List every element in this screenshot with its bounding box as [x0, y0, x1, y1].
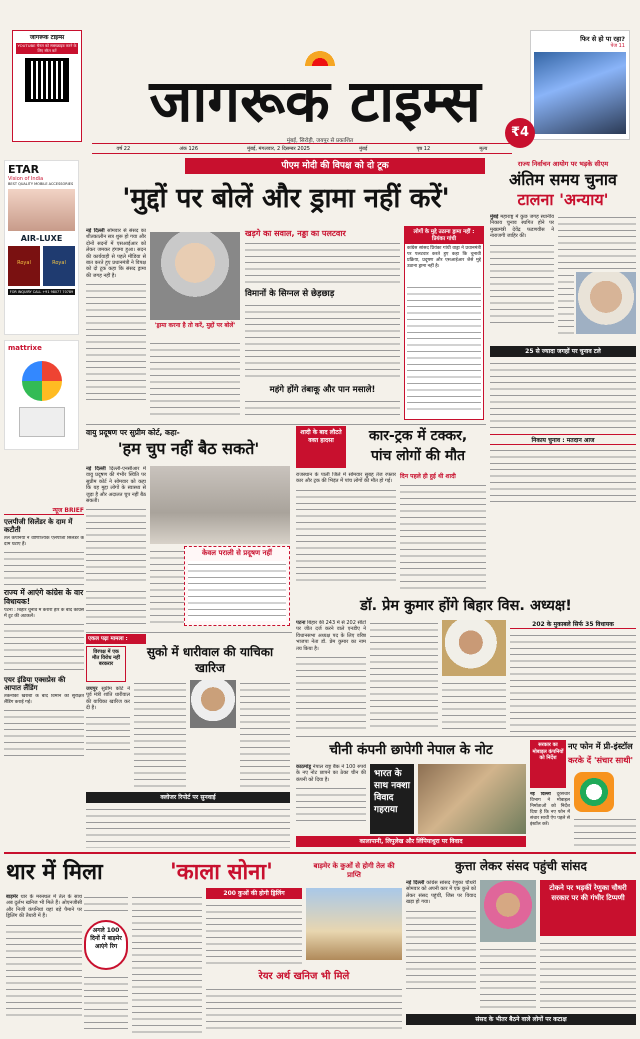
dhariwal-lines-1 — [86, 714, 130, 754]
fadnavis-photo — [576, 272, 636, 334]
price-badge — [505, 118, 535, 148]
pollution-lines-3 — [86, 588, 146, 626]
nepal-lines-1 — [296, 785, 366, 823]
info-issue: अंक 126 — [179, 145, 199, 152]
right-top-box-head: 25 से ज्यादा जगहों पर चुनाव टले — [490, 346, 636, 357]
prem-kumar-photo — [442, 620, 506, 676]
masthead-subtitle: मुंबई, सिरोही, जयपुर से प्रकाशित — [286, 138, 354, 144]
product-box-2: Royal — [43, 246, 75, 286]
lead-col2-lines — [150, 340, 240, 418]
router-icon — [19, 407, 65, 437]
dhariwal-box: क्लोजर रिपोर्ट पर सुनवाई — [86, 792, 290, 803]
accident-headline-1: कार-ट्रक में टक्कर, — [368, 428, 468, 444]
divider-4 — [4, 852, 636, 854]
accident-lines-1 — [296, 487, 396, 583]
speaker-dateline: पटना — [296, 620, 306, 626]
speaker-body: बिहार की 243 में से 202 सीटों पर जीत दर्ज करने वाले एनडीए ने विधानसभा अध्यक्ष पद के लिए वरिष्ठ भाजपा नेता डॉ. प्रेम कुमार का नाम तय किया है। — [296, 620, 366, 652]
lead-sub3: महंगे होंगे तंबाकू और पान मसाले! — [269, 385, 376, 395]
lead-kicker-text: पीएम मोदी की विपक्ष को दो टूक — [281, 161, 389, 171]
dog-box: टोकने पर भड़कीं रेणुका चौधरी सरकार पर की गंभीर टिप्पणी — [540, 880, 636, 936]
right-top-box-lines — [490, 360, 636, 432]
lead-dateline: नई दिल्ली — [86, 228, 105, 234]
sanchar-lines — [574, 816, 636, 850]
lead-sub2-lines — [245, 302, 400, 378]
nepal-map-photo — [418, 764, 526, 834]
dog-headline: कुत्ता लेकर संसद पहुंची सांसद — [455, 859, 587, 873]
gold-lines-5 — [206, 902, 302, 968]
dhariwal-headline: सुको में धारीवाल की याचिका खारिज — [146, 645, 274, 675]
lead-kicker — [185, 158, 485, 174]
priyanka-lines — [407, 284, 481, 412]
top-right-promo[interactable] — [530, 30, 630, 140]
pollution-col1 — [86, 466, 146, 586]
brief-column — [4, 506, 84, 876]
brief-2-head: राज्य में आएंगे कांग्रेस के वार विधायक! — [4, 588, 84, 606]
dog-lines-1 — [406, 908, 476, 994]
pollution-headline: 'हम चुप नहीं बैठ सकते' — [117, 439, 260, 458]
sanchar-dateline: नई दिल्ली — [530, 792, 551, 797]
cricket-photo — [534, 52, 626, 134]
pollution-kicker: वायु प्रदूषण पर सुप्रीम कोर्ट, कहा- — [86, 428, 180, 437]
gold-sub2: रेयर अर्थ खनिज भी मिले — [258, 971, 350, 982]
brief-1-head: एलपीजी सिलेंडर के दाम में कटौती — [4, 518, 73, 534]
sanchar-body: दूरसंचार विभाग ने मोबाइल निर्माताओं को निर्देश दिया है कि नए फोन में संचार साथी ऐप पहले से इंस्टॉल करें। — [530, 792, 570, 827]
right-top-lines-2 — [558, 214, 636, 270]
gold-dateline: बाड़मेर — [6, 894, 18, 900]
top-right-link[interactable]: पेज 11 — [610, 43, 625, 49]
etar-tagline: Vision of India — [8, 176, 44, 182]
dhariwal-note: विरपक्ष में एक मौत विरोध नहीं बरकरार — [86, 646, 126, 682]
sanchar-note: सरकार का मोबाइल कंपनियों को निर्देश — [530, 740, 566, 788]
right-top-strip: निकाय चुनाव : मतदान आज — [490, 434, 636, 445]
app-qr-box — [12, 30, 82, 142]
dhariwal-dateline: जयपुर — [86, 686, 98, 692]
modi-photo — [150, 232, 240, 320]
dog-lines-3 — [540, 940, 636, 1010]
stubble-lines — [188, 561, 286, 621]
brief-2-lines — [4, 621, 84, 673]
brief-3-head: एयर इंडिया एक्सप्रेस की आपात लैंडिंग — [4, 676, 66, 692]
product-name: AIR-LUXE — [20, 234, 63, 243]
sanchar-headline-1: नए फोन में प्री-इंस्टॉल — [568, 741, 633, 751]
dhariwal-lines-2 — [134, 680, 186, 790]
info-pages: पृष्ठ 12 — [416, 145, 431, 152]
gold-body: थार के मरुस्थल में तेल के साथ अब दुर्लभ खनिज भी मिले हैं। ओएनजीसी और निजी कंपनियां यहां बड़े पैमाने पर ड्रिलिंग की तैयारी में हैं। — [6, 894, 82, 920]
speaker-headline: डॉ. प्रेम कुमार होंगे बिहार विस. अध्यक्ष! — [360, 598, 572, 614]
info-city: मुंबई — [359, 145, 368, 152]
dhariwal-lines-3 — [240, 680, 290, 790]
brief-3-lines — [4, 707, 84, 757]
right-top-lines-1 — [490, 242, 554, 328]
pollution-body: दिल्ली-एनसीआर में वायु प्रदूषण की गंभीर स्थिति पर सुप्रीम कोर्ट ने सोमवार को कहा कि यह मुद्दा लोगों के स्वास्थ्य से जुड़ा है और अदालत चुप नहीं बैठ सकती। — [86, 466, 146, 505]
dog-lines-2 — [480, 946, 536, 1010]
priyanka-box — [404, 226, 484, 420]
pollution-dateline: नई दिल्ली — [86, 466, 106, 472]
dog-dateline: नई दिल्ली — [406, 880, 425, 886]
top-right-title: फिर से हो पा रहा? — [580, 35, 625, 43]
speaker-icon — [22, 361, 62, 401]
masthead-title: जागरूक टाइम्स — [149, 67, 481, 135]
speaker-col1 — [296, 620, 366, 732]
nepal-lines-2 — [296, 849, 526, 851]
lead-sub1-lines — [245, 240, 400, 284]
dhariwal-tag: एकल पढ़ा मामला : — [86, 634, 146, 644]
gold-headline-a: थार में मिला — [6, 860, 103, 885]
supreme-court-photo — [150, 466, 290, 544]
app-label: जागरूक टाइम्स — [29, 34, 65, 41]
nepal-body: नेपाल राष्ट्र बैंक ने 100 रुपये के नए नोट छापने का ठेका चीन की कंपनी को दिया है। — [296, 764, 366, 783]
gold-lines-4 — [132, 894, 202, 1034]
gold-badge: अगले 100 दिनों में बाड़मेर आएंगे रिग — [84, 920, 128, 970]
etar-subtag: BEST QUALITY MOBILE ACCESSORIES — [8, 182, 74, 186]
model-photo — [8, 189, 75, 231]
accident-sub: दिन पहले ही हुई थी शादी — [400, 473, 456, 480]
gold-col1 — [6, 894, 82, 1034]
lead-sub2: विमानों के सिग्नल से छेड़छाड़ — [245, 289, 335, 299]
modi-quote: 'ड्रामा करना है तो करें, मुद्दों पर बोलें' — [154, 322, 236, 329]
nepal-col1 — [296, 764, 366, 834]
right-top-dateline: मुंबई — [490, 214, 499, 220]
divider-1 — [86, 424, 486, 425]
dog-body: कांग्रेस सांसद रेणुका चौधरी सोमवार को अपनी कार में एक कुत्ते को लेकर संसद पहुंचीं, जिस पर विवाद खड़ा हो गया। — [406, 880, 476, 906]
dhariwal-col1 — [86, 686, 130, 774]
nepal-caption: कालापानी, लिपुलेख और लिंपियाधुरा पर विवाद — [296, 836, 526, 847]
priyanka-head: लोगों के मुद्दे उठाना ड्रामा नहीं : प्रियंका गांधी — [405, 227, 483, 244]
lead-body: सोमवार से संसद का शीतकालीन सत्र शुरू हो गया और दोनों सदनों में एसआईआर को लेकर जमकर हंगामा हुआ। सदन की कार्यवाही से पहले मीडिया से बात करते हुए प्रधानमंत्री ने विपक्ष को दो टूक कहा कि संसद ड्रामा की जगह नहीं है। — [86, 228, 146, 279]
speaker-side-head: 202 के मुकाबले सिर्फ 35 विधायक — [510, 620, 636, 629]
gold-sub1: बाड़मेर के कुओं से होगी तेल की प्राप्ति — [313, 862, 395, 879]
stubble-box — [184, 546, 290, 626]
right-top-body-col — [490, 214, 554, 344]
speaker-lines-4 — [510, 632, 636, 732]
info-date: मुंबई, मंगलवार, 2 दिसम्बर 2025 — [247, 145, 310, 152]
brief-2-body: पटना : बिहार चुनाव में करारी हार के बाद कांग्रेस में टूट की अटकलें। — [4, 608, 84, 619]
brief-1-body: तेल कंपनियों ने वाणिज्यिक एलपीजी सिलेंडर के दाम घटाए हैं। — [4, 536, 84, 547]
dhariwal-body: सुप्रीम कोर्ट ने पूर्व मंत्री शांति धारीवाल की याचिका खारिज कर दी है। — [86, 686, 130, 712]
lead-sub3-lines — [245, 398, 400, 420]
lead-sub1: खड़गे का सवाल, नड्डा का पलटवार — [245, 229, 346, 238]
lead-body-col1 — [86, 228, 146, 420]
info-bar — [92, 143, 512, 154]
gold-lines-6 — [206, 986, 402, 1034]
lead-col1-lines — [86, 281, 146, 401]
price-value: ₹4 — [510, 125, 530, 140]
gold-lines-2 — [84, 894, 128, 916]
brief-3-body: तकनीकी खराबी के बाद विमान की सुरक्षित लैंडिंग कराई गई। — [4, 694, 84, 705]
etar-ad[interactable] — [4, 160, 79, 335]
info-year: वर्ष 22 — [116, 145, 131, 152]
right-top-headline-1: अंतिम समय चुनाव — [509, 170, 617, 189]
brief-tag: न्यूज BRIEF — [4, 506, 84, 515]
brief-1-lines — [4, 549, 84, 585]
right-top-body: महाराष्ट्र में कुछ जगह स्थानीय निकाय चुनाव स्थगित होने पर मुख्यमंत्री देवेंद्र फडणवीस ने नाराजगी जाहिर की। — [490, 214, 554, 240]
dhariwal-lines-4 — [86, 806, 290, 848]
product-box-1: Royal — [8, 246, 40, 286]
right-top-kicker: राज्य निर्वाचन आयोग पर भड़के सीएम — [517, 160, 609, 168]
right-top-headline-2: टालना 'अन्याय' — [517, 190, 609, 209]
gold-lines-1 — [6, 922, 82, 1018]
accident-flag: शादी के बाद लौटते वक्त हादसा — [296, 426, 346, 468]
nepal-inset: भारत के साथ नक्शा विवाद गहराया — [370, 764, 414, 834]
nepal-dateline: काठमांडू — [296, 764, 312, 770]
pollution-lines-1 — [86, 506, 146, 582]
qr-code-icon[interactable] — [25, 58, 69, 102]
renuka-photo — [480, 880, 536, 942]
dog-col1 — [406, 880, 476, 1010]
accident-col — [296, 472, 396, 592]
stubble-head: केवल पराली से प्रदूषण नहीं — [202, 549, 272, 557]
nepal-headline: चीनी कंपनी छापेगी नेपाल के नोट — [329, 742, 493, 758]
masthead-logo-icon — [305, 36, 335, 66]
sanchar-headline-2: करके दें 'संचार साथी' — [568, 755, 634, 765]
divider-2 — [86, 632, 292, 633]
oil-rig-photo — [306, 888, 402, 960]
right-top-lines-3 — [558, 272, 574, 334]
dhariwal-photo — [190, 680, 236, 728]
mattrixe-ad[interactable] — [4, 340, 79, 450]
priyanka-body: कांग्रेस सांसद प्रियंका गांधी वाड्रा ने प्रधानमंत्री पर पलटवार करते हुए कहा कि चुनावी प्रक्रिया, प्रदूषण और एसआईआर जैसे मुद्दे उठाना ड्रामा नहीं है। — [407, 246, 481, 269]
speaker-lines-1 — [296, 654, 366, 732]
speaker-lines-3 — [442, 680, 506, 732]
mattrixe-brand: mattrixe — [8, 344, 42, 352]
app-note: YOUTUBE चैनल को सब्सक्राइब करने के लिए स्कैन करें — [17, 43, 77, 53]
speaker-lines-2 — [370, 620, 438, 732]
accident-lines-2 — [400, 482, 486, 592]
right-top-strip-lines — [490, 447, 636, 507]
dog-strip: संसद के भीतर बैठने वाले लोगों पर कटाक्ष — [406, 1014, 636, 1025]
info-price-label: मूल्य — [479, 145, 488, 152]
etar-contact: FOR INQUIRY CALL +91 98077 70789 — [9, 290, 74, 294]
sanchar-app-icon — [574, 772, 614, 812]
sanchar-col — [530, 792, 570, 848]
divider-3 — [296, 736, 636, 737]
etar-brand: ETAR — [8, 163, 40, 176]
gold-headline-b: 'काला सोना' — [170, 860, 273, 885]
lead-headline: 'मुद्दों पर बोलें और ड्रामा नहीं करें' — [122, 183, 450, 214]
accident-headline-2: पांच लोगों की मौत — [370, 448, 466, 464]
gold-lines-3 — [84, 974, 128, 1034]
accident-body: राजस्थान के पाली जिले में सोमवार सुबह तेज रफ्तार कार और ट्रक की भिड़ंत में पांच लोगों की मौत हो गई। — [296, 472, 396, 485]
gold-drill-head: 200 कुओं की होगी ड्रिलिंग — [206, 888, 302, 899]
